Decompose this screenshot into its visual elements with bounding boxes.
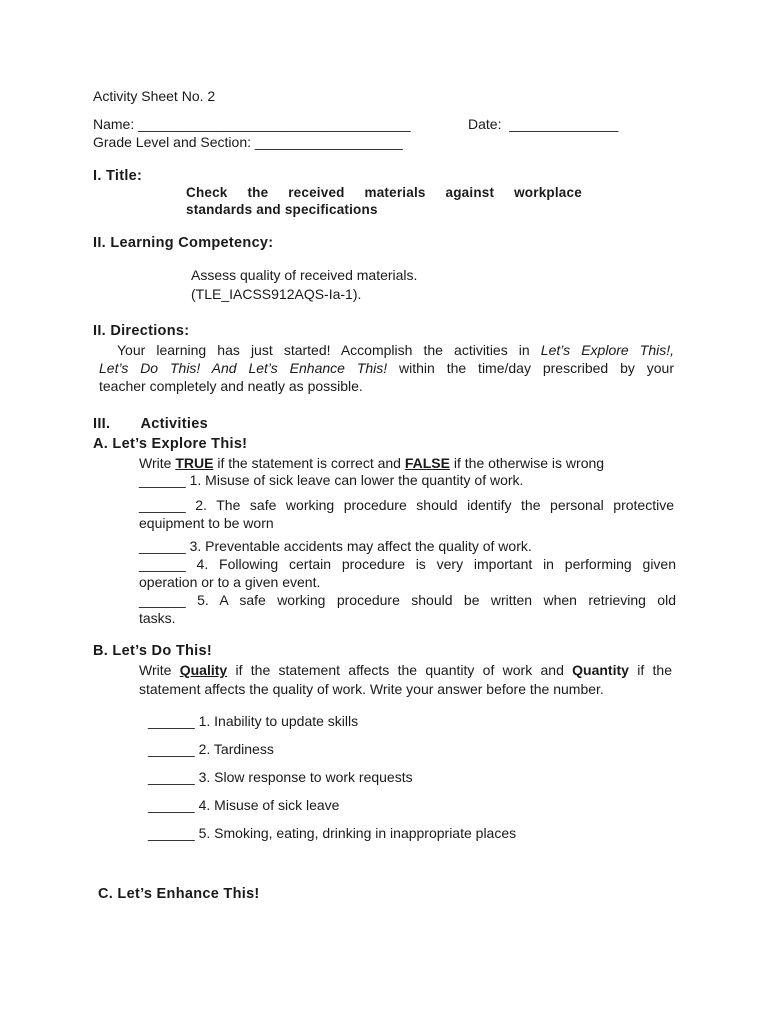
- section-a-instructions: [139, 455, 604, 471]
- section-a-item-5[interactable]: ______ 5. A safe working procedure should be written when retrieving old: [139, 592, 676, 608]
- section-b-item-3[interactable]: ______ 3. Slow response to work requests: [148, 769, 413, 785]
- title-word: Check: [186, 185, 228, 200]
- instr-text: if the otherwise is wrong: [449, 455, 605, 471]
- directions-line-3: teacher completely and neatly as possible.: [99, 378, 363, 394]
- name-label: Name:: [93, 116, 135, 132]
- instr-text: Write: [139, 662, 180, 678]
- section-a-item-5-cont: tasks.: [139, 610, 176, 626]
- grade-label: Grade Level and Section:: [93, 134, 251, 150]
- directions-italic: Let’s Explore This!,: [540, 342, 674, 358]
- instr-text: if the statement is correct and: [213, 455, 405, 471]
- section-a-item-1[interactable]: ______ 1. Misuse of sick leave can lower the quantity of work.: [139, 472, 524, 488]
- title-heading: I. Title:: [93, 168, 143, 184]
- grade-blank[interactable]: ___________________: [254, 134, 403, 150]
- sheet-title: Activity Sheet No. 2: [93, 88, 216, 104]
- section-b-item-4[interactable]: ______ 4. Misuse of sick leave: [148, 797, 340, 813]
- grade-field-row: [93, 134, 403, 150]
- section-a-item-4[interactable]: ______ 4. Following certain procedure is very important in performing given: [139, 556, 676, 572]
- quality-keyword: Quality: [179, 662, 228, 678]
- title-word: workplace: [514, 185, 582, 200]
- section-a-item-2[interactable]: ______ 2. The safe working procedure should identify the personal protective: [139, 497, 674, 513]
- competency-line-1: Assess quality of received materials.: [191, 267, 418, 283]
- section-b-item-5[interactable]: ______ 5. Smoking, eating, drinking in inappropriate places: [148, 825, 517, 841]
- title-word: received: [288, 185, 345, 200]
- section-b-instructions-2: statement affects the quality of work. Write your answer before the number.: [139, 681, 604, 697]
- directions-heading: II. Directions:: [93, 323, 190, 339]
- section-a-item-4-cont: operation or to a given event.: [139, 574, 321, 590]
- true-keyword: TRUE: [175, 455, 214, 471]
- date-blank[interactable]: ______________: [509, 116, 619, 132]
- title-word: against: [445, 185, 495, 200]
- directions-text: Your learning has just started! Accomplish the activities in: [117, 342, 541, 358]
- directions-line-1: [117, 342, 674, 358]
- activities-heading: [93, 416, 208, 432]
- section-c-heading: C. Let’s Enhance This!: [98, 886, 260, 902]
- directions-line-2: [99, 360, 674, 376]
- competency-line-2: (TLE_IACSS912AQS-Ia-1).: [191, 286, 362, 302]
- title-line-2: standards and specifications: [186, 202, 378, 217]
- name-field-row: [93, 116, 411, 132]
- quantity-keyword: Quantity: [572, 662, 629, 678]
- section-a-item-3[interactable]: ______ 3. Preventable accidents may affect the quality of work.: [139, 538, 532, 554]
- competency-heading: II. Learning Competency:: [93, 235, 274, 251]
- directions-italic: Let’s Do This! And Let’s Enhance This!: [99, 360, 388, 376]
- section-a-heading: A. Let’s Explore This!: [93, 436, 248, 452]
- title-word: materials: [364, 185, 426, 200]
- directions-text: within the time/day prescribed by your: [387, 360, 674, 376]
- title-line-1: [186, 185, 582, 200]
- title-word: the: [247, 185, 269, 200]
- instr-text: Write: [139, 455, 176, 471]
- instr-text: if the: [628, 662, 672, 678]
- activities-text: Activities: [140, 416, 208, 432]
- date-label: Date:: [468, 116, 502, 132]
- activities-number: III.: [93, 416, 111, 432]
- date-field-row: [468, 116, 618, 132]
- name-blank[interactable]: ___________________________________: [138, 116, 411, 132]
- section-b-heading: B. Let’s Do This!: [93, 643, 212, 659]
- section-b-item-1[interactable]: ______ 1. Inability to update skills: [148, 713, 359, 729]
- instr-text: if the statement affects the quantity of work and: [227, 662, 573, 678]
- section-b-instructions-1: [139, 662, 672, 678]
- section-a-item-2-cont: equipment to be worn: [139, 515, 274, 531]
- false-keyword: FALSE: [404, 455, 450, 471]
- section-b-item-2[interactable]: ______ 2. Tardiness: [148, 741, 274, 757]
